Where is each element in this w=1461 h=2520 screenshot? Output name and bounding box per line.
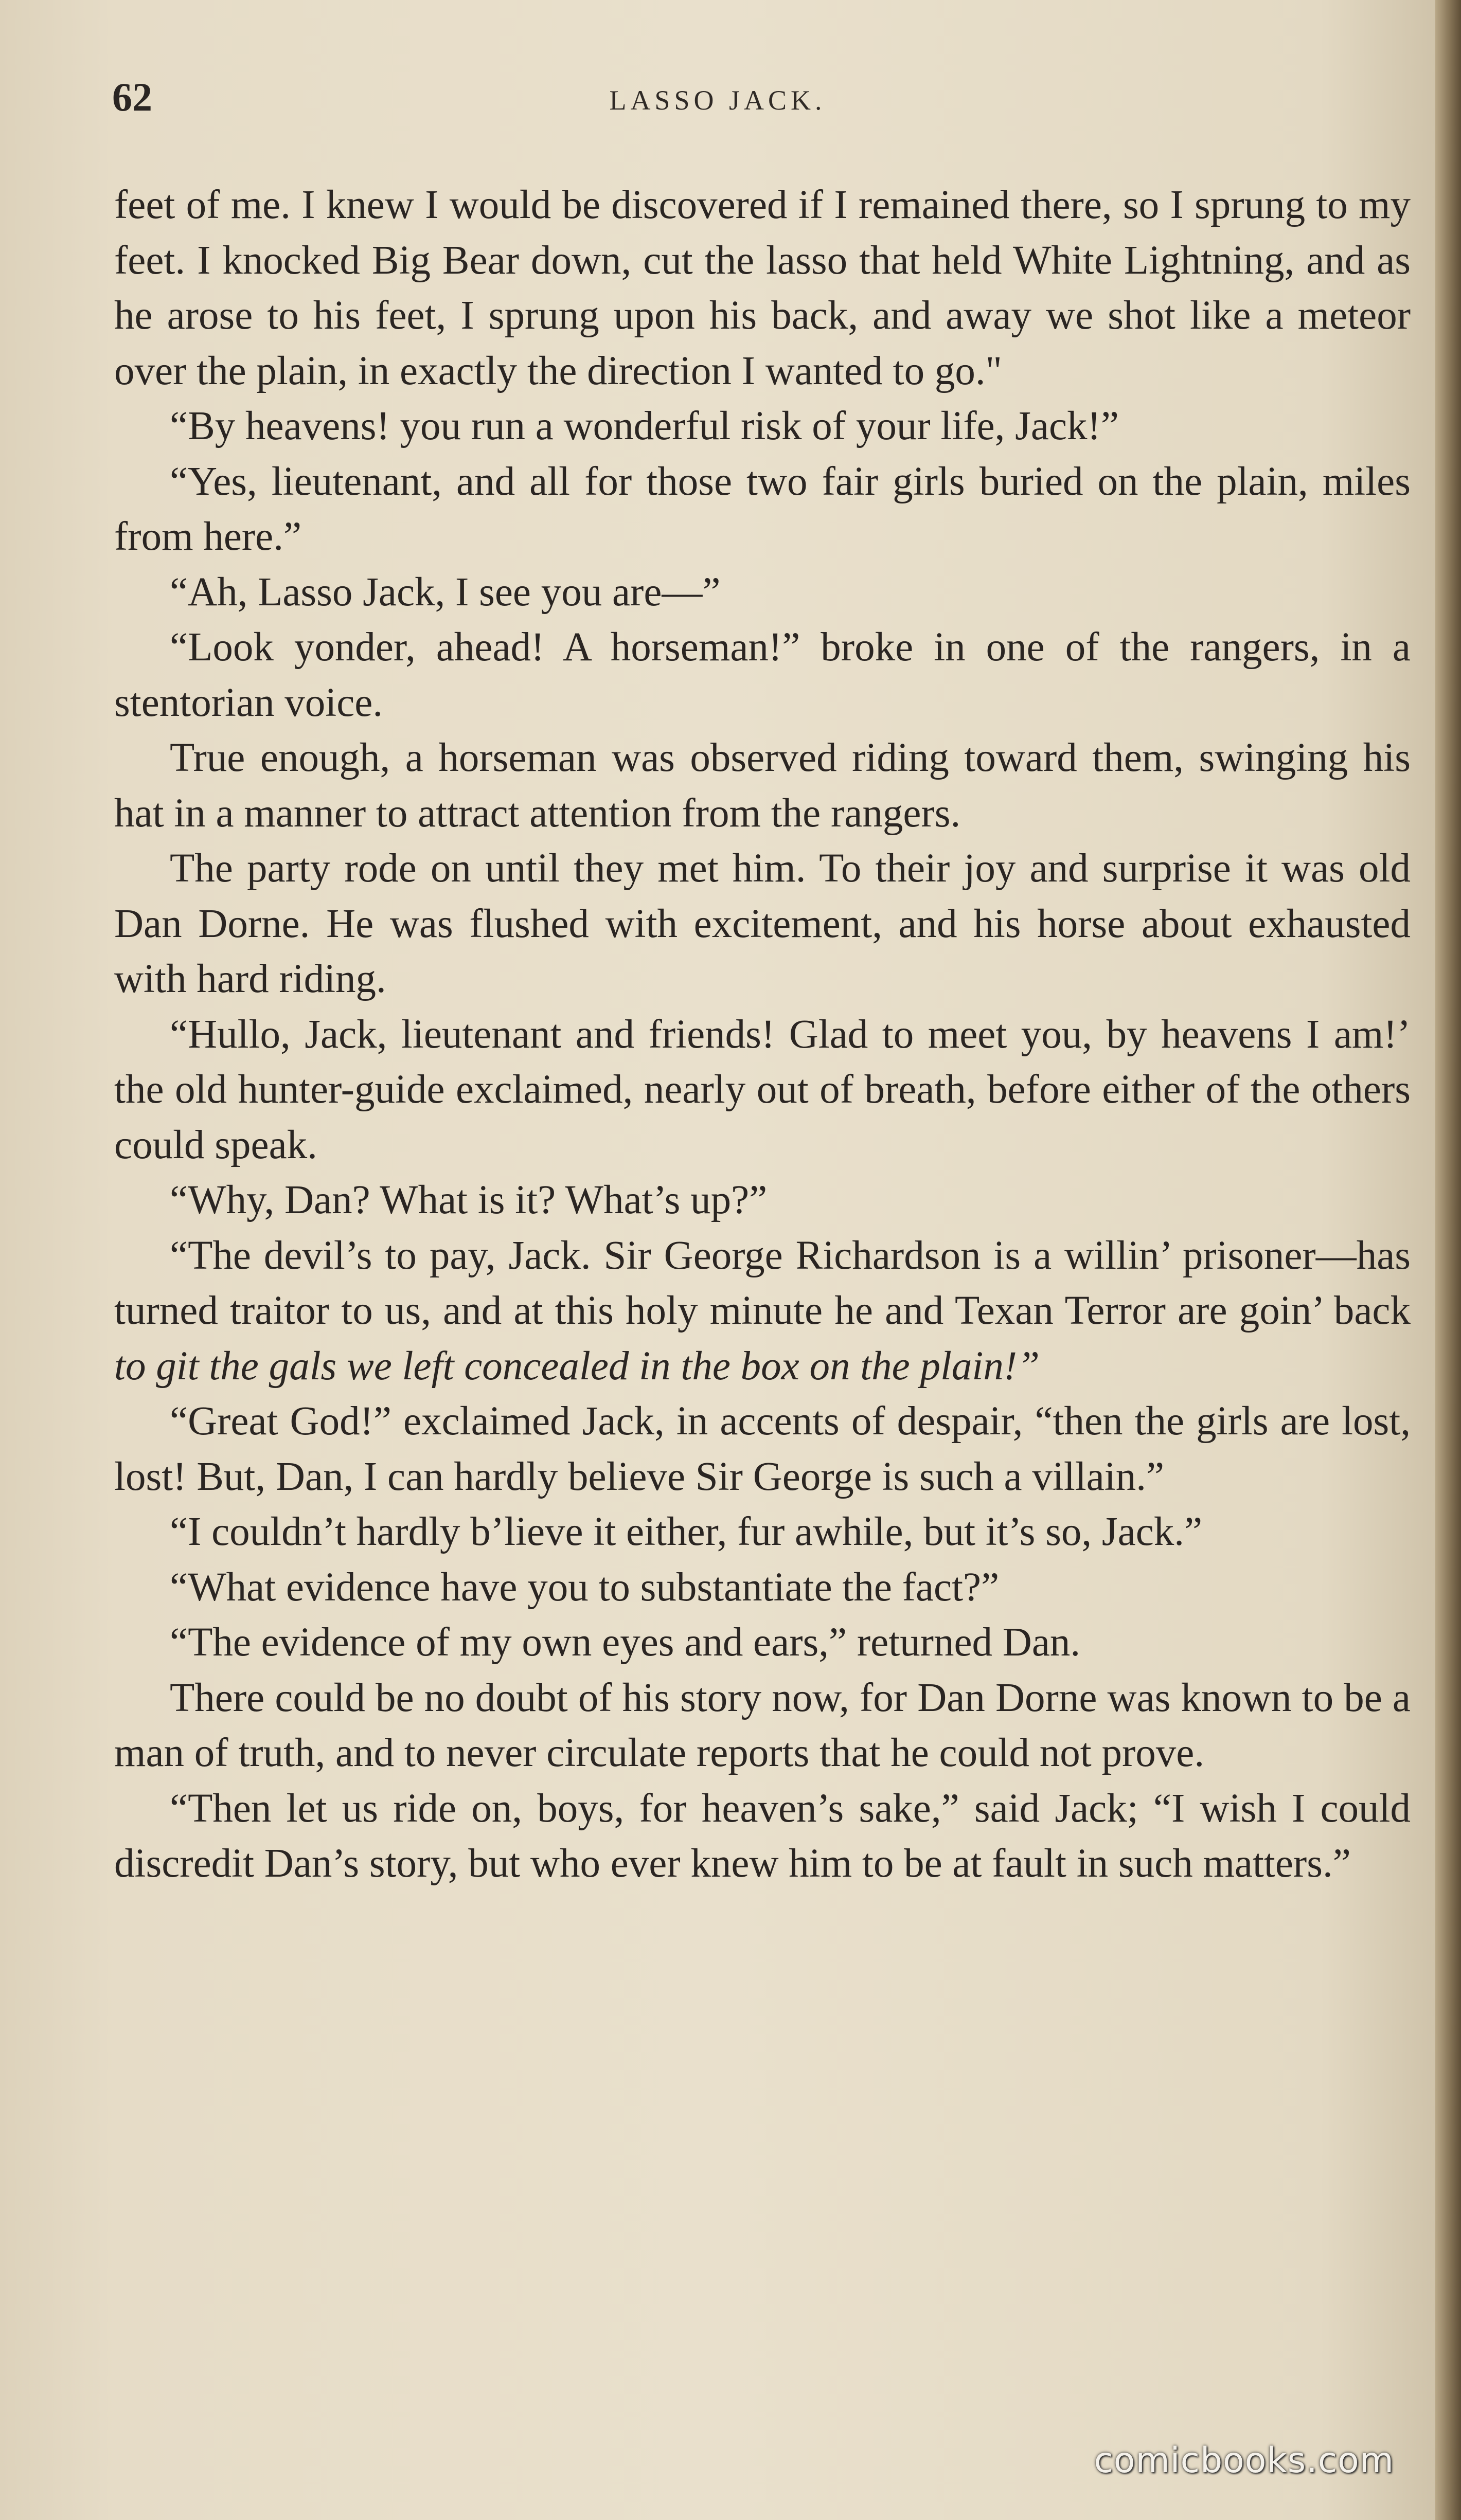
paragraph: “Great God!” exclaimed Jack, in accents of despair, “then the girls are lost, lost! But, Dan, I can hardly believe Sir George is such a villain.”: [114, 1399, 1411, 1499]
paragraph: “The devil’s to pay, Jack. Sir George Richardson is a willin’ prisoner—has turned traitor to us, and at this holy minute he and Texan Terror are goin’ back to git the gals we left concealed in the box on the plain!”: [114, 1233, 1411, 1389]
paragraph: “The evidence of my own eyes and ears,” returned Dan.: [170, 1620, 1081, 1665]
paragraph: True enough, a horseman was observed riding toward them, swinging his hat in a manner to attract attention from the rangers.: [114, 735, 1411, 836]
book-binding-edge: [1435, 0, 1461, 2520]
watermark: comicbooks.com: [1094, 2440, 1394, 2481]
paragraph: “Look yonder, ahead! A horseman!” broke in one of the rangers, in a stentorian voice.: [114, 625, 1411, 725]
body-text: [114, 177, 1411, 1892]
italic-phrase: to git the gals we left concealed in the box on the plain!”: [114, 1343, 1040, 1389]
paragraph: “Then let us ride on, boys, for heaven’s sake,” said Jack; “I wish I could discredit Dan’s story, but who ever knew him to be at fault in such matters.”: [114, 1786, 1411, 1886]
paragraph: “Hullo, Jack, lieutenant and friends! Glad to meet you, by heavens I am!’ the old hunter-guide exclaimed, nearly out of breath, before either of the others could speak.: [114, 1012, 1411, 1167]
page-header: [0, 77, 1435, 129]
paragraph: “I couldn’t hardly b’lieve it either, fur awhile, but it’s so, Jack.”: [170, 1509, 1203, 1554]
paragraph: “By heavens! you run a wonderful risk of your life, Jack!”: [170, 404, 1119, 448]
running-head: LASSO JACK.: [609, 85, 826, 116]
paragraph: “Ah, Lasso Jack, I see you are—”: [170, 569, 721, 615]
paragraph: The party rode on until they met him. To their joy and surprise it was old Dan Dorne. He was flushed with excitement, and his horse about exhausted with hard riding.: [114, 846, 1411, 1001]
paragraph: There could be no doubt of his story now, for Dan Dorne was known to be a man of truth, and to never circulate reports that he could not prove.: [114, 1675, 1411, 1775]
paragraph: “Yes, lieutenant, and all for those two fair girls buried on the plain, miles from here.”: [114, 459, 1411, 559]
paragraph: “Why, Dan? What is it? What’s up?”: [170, 1178, 768, 1222]
paragraph: feet of me. I knew I would be discovered if I remained there, so I sprung to my feet. I knocked Big Bear down, cut the lasso that held White Lightning, and as he arose to his feet, I sprung upon his back, and away we shot like a meteor over the plain, in exactly the direction I wanted to go.": [114, 183, 1411, 393]
paragraph: “What evidence have you to substantiate the fact?”: [170, 1564, 1000, 1610]
page-number: 62: [112, 75, 152, 119]
